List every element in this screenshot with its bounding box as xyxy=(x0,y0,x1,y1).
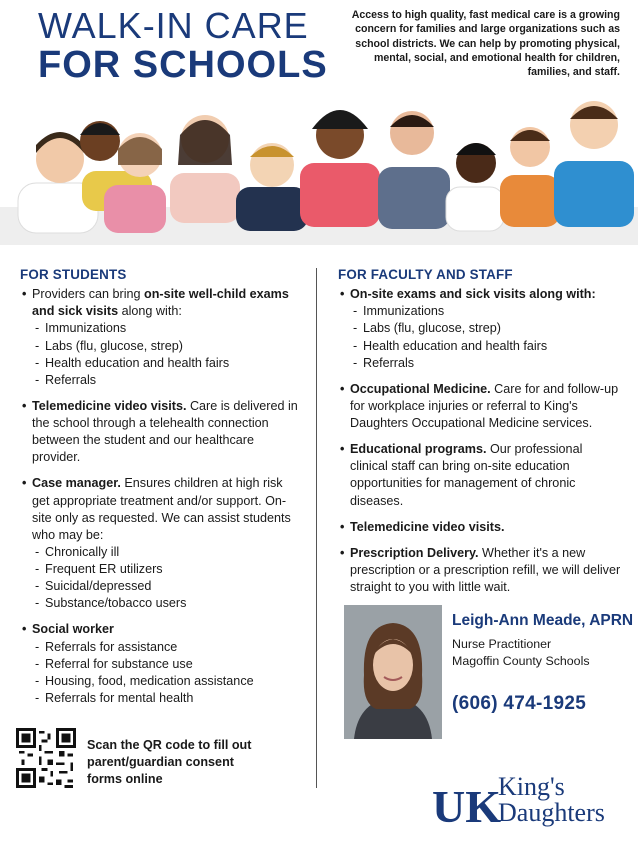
children-photo xyxy=(0,95,638,245)
faculty-b3-text: Our professional clinical staff can bring on-site education opportunities for management of chronic diseases. xyxy=(350,442,583,508)
list-item: - Health education and health fairs xyxy=(352,338,623,355)
students-b1-bold: on-site well-child exams and sick visits xyxy=(32,287,289,319)
faculty-b1-list xyxy=(350,303,623,372)
faculty-b2-text: Care for and follow-up for workplace injuries or referral to King's Daughters Occupational Medicine services. xyxy=(350,381,619,431)
list-item: - Frequent ER utilizers xyxy=(34,561,302,578)
list-item: - Immunizations xyxy=(34,320,302,337)
list-item: - Housing, food, medication assistance xyxy=(34,673,302,690)
students-b1-list xyxy=(32,320,302,389)
logo-mark-text: UK xyxy=(432,781,501,832)
title-line-2: FOR SCHOOLS xyxy=(38,44,328,86)
students-section xyxy=(20,266,302,716)
list-item: - Chronically ill xyxy=(34,544,302,561)
contact-card xyxy=(452,612,638,715)
faculty-b5-text: Whether it's a new prescription or a prescription refill, we will deliver straight to you with little wait. xyxy=(350,545,621,595)
students-b2-text: Care is delivered in the school through a telehealth connection between the student and our healthcare provider. xyxy=(32,398,298,465)
faculty-bullet-prescription xyxy=(338,545,623,596)
faculty-b4-bold: Telemedicine video visits. xyxy=(350,519,505,534)
list-item: - Labs (flu, glucose, strep) xyxy=(352,320,623,337)
list-item: - Labs (flu, glucose, strep) xyxy=(34,338,302,355)
students-b4-list xyxy=(32,639,302,708)
qr-instructions: Scan the QR code to fill out parent/guardian consent forms online xyxy=(87,738,252,786)
students-bullet-providers xyxy=(20,286,302,389)
list-item: - Health education and health fairs xyxy=(34,355,302,372)
students-bullet-social-worker xyxy=(20,621,302,707)
list-item: - Referrals for assistance xyxy=(34,639,302,656)
students-b4-bold: Social worker xyxy=(32,622,114,637)
list-item: - Referral for substance use xyxy=(34,656,302,673)
logo-text xyxy=(498,774,605,826)
list-item: - Referrals xyxy=(34,372,302,389)
students-heading: FOR STUDENTS xyxy=(20,267,127,282)
students-bullet-case-manager xyxy=(20,475,302,612)
intro-paragraph: Access to high quality, fast medical care is a growing concern for families and large organizations such as school districts. We can help by promoting physical, mental, social, and emotional health for children, families, and staff. xyxy=(351,9,620,79)
staff-portrait xyxy=(344,605,442,739)
list-item: - Referrals for mental health xyxy=(34,690,302,707)
faculty-b3-bold: Educational programs. xyxy=(350,442,487,457)
faculty-section xyxy=(338,266,623,605)
title-line-1: WALK-IN CARE xyxy=(38,5,309,46)
students-b2-bold: Telemedicine video visits. xyxy=(32,398,187,413)
contact-role xyxy=(452,636,638,671)
list-item: - Substance/tobacco users xyxy=(34,595,302,612)
students-b3-bold: Case manager. xyxy=(32,476,121,491)
faculty-b5-bold: Prescription Delivery. xyxy=(350,545,479,560)
students-b3-list xyxy=(32,544,302,613)
contact-name: Leigh-Ann Meade, APRN xyxy=(452,612,634,629)
column-divider xyxy=(316,268,317,788)
contact-phone[interactable]: (606) 474-1925 xyxy=(452,692,587,714)
faculty-bullet-onsite xyxy=(338,286,623,372)
list-item: - Immunizations xyxy=(352,303,623,320)
page-title xyxy=(38,5,328,86)
faculty-bullet-educational xyxy=(338,441,623,510)
faculty-bullet-occupational xyxy=(338,381,623,432)
qr-code-icon[interactable] xyxy=(16,728,76,788)
students-b1-pre: Providers can bring xyxy=(32,287,144,302)
faculty-b2-bold: Occupational Medicine. xyxy=(350,381,491,396)
list-item: - Suicidal/depressed xyxy=(34,578,302,595)
list-item: - Referrals xyxy=(352,355,623,372)
contact-title: Nurse Practitioner xyxy=(452,637,552,651)
students-b3-text: Ensures children at high risk get appropriate treatment and/or support. On-site only as requested. We can assist students who may be: xyxy=(32,476,291,542)
contact-org: Magoffin County Schools xyxy=(452,654,590,669)
faculty-heading: FOR FACULTY AND STAFF xyxy=(338,267,513,282)
faculty-bullet-telemedicine xyxy=(338,519,623,536)
logo-line-2: Daughters xyxy=(498,798,605,827)
students-bullet-telemedicine xyxy=(20,398,302,467)
faculty-b1-bold: On-site exams and sick visits along with: xyxy=(350,287,596,302)
logo-line-1: King's xyxy=(498,772,565,801)
students-b1-post: along with: xyxy=(118,304,182,319)
uk-logo-icon xyxy=(432,776,501,832)
kings-daughters-logo xyxy=(432,770,632,835)
